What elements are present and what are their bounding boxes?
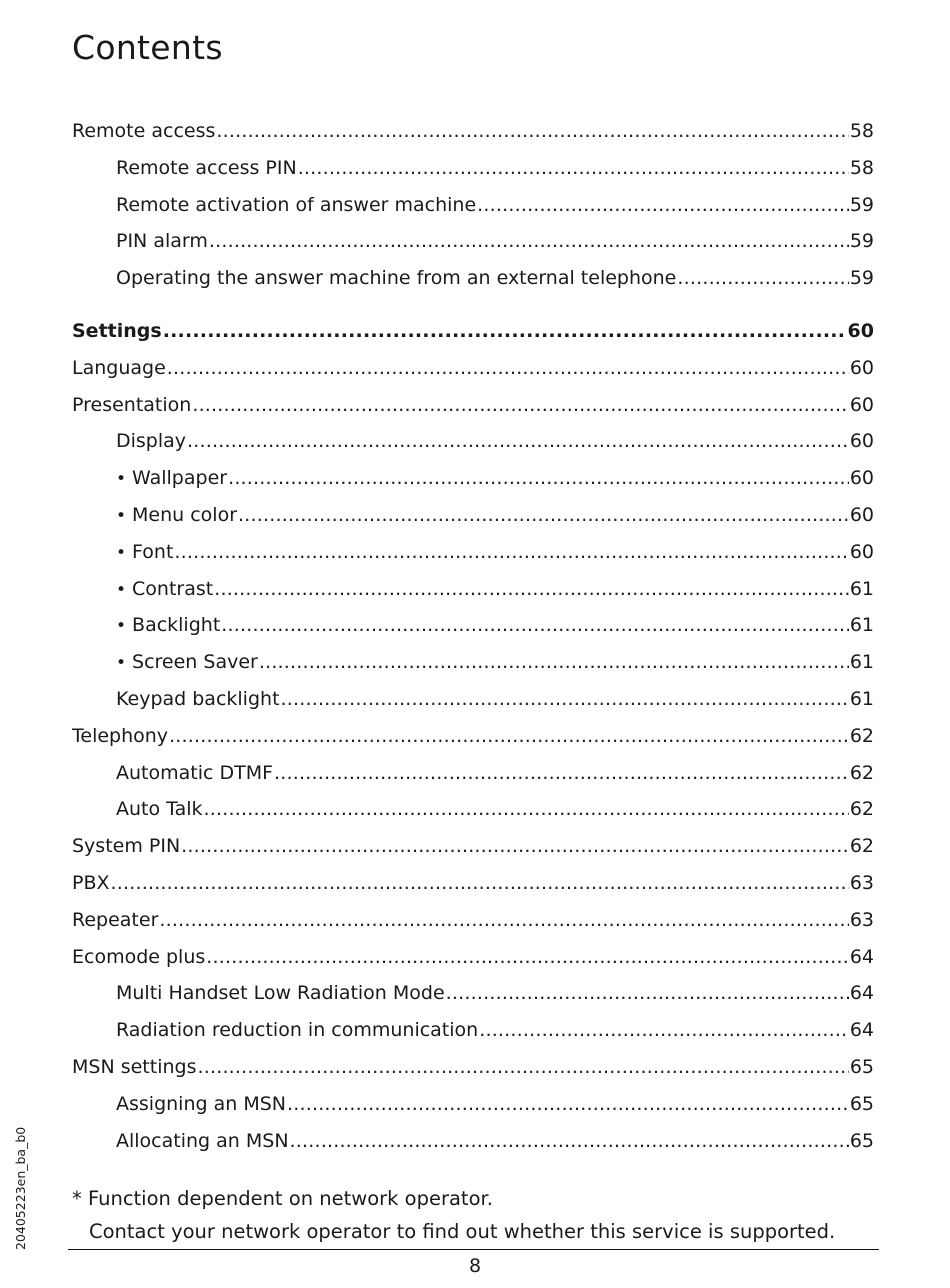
toc-entry[interactable] bbox=[72, 681, 874, 718]
dot-leader bbox=[259, 644, 849, 681]
dot-leader bbox=[181, 828, 849, 865]
toc-page-number: 63 bbox=[849, 908, 874, 931]
toc-page-number: 62 bbox=[849, 724, 874, 747]
toc-page-number: 60 bbox=[849, 393, 874, 416]
toc-entry-title: Automatic DTMF bbox=[116, 761, 274, 784]
toc-entry-title: PBX bbox=[72, 871, 110, 894]
toc-page-number: 60 bbox=[849, 540, 874, 563]
dot-leader bbox=[192, 387, 848, 424]
dot-leader bbox=[163, 313, 847, 350]
toc-entry-title: Multi Handset Low Radiation Mode bbox=[116, 982, 445, 1005]
toc-page-number: 63 bbox=[849, 871, 874, 894]
toc-entry-title: Ecomode plus bbox=[72, 945, 206, 968]
toc-page-number: 65 bbox=[849, 1055, 874, 1078]
toc-page-number: 60 bbox=[849, 430, 874, 453]
dot-leader bbox=[287, 1086, 849, 1123]
dot-leader bbox=[677, 260, 848, 297]
toc-page-number: 60 bbox=[849, 356, 874, 379]
dot-leader bbox=[204, 791, 849, 828]
dot-leader bbox=[477, 187, 849, 224]
toc-section-heading[interactable] bbox=[72, 313, 874, 350]
toc-entry-title: Keypad backlight bbox=[116, 687, 280, 710]
dot-leader bbox=[238, 497, 849, 534]
toc-page-number: 65 bbox=[849, 1129, 874, 1152]
toc-page-number: 64 bbox=[849, 982, 874, 1005]
toc-entry-title: Display bbox=[116, 430, 187, 453]
dot-leader bbox=[111, 865, 849, 902]
toc-entry-title: PIN alarm bbox=[116, 230, 208, 253]
toc-entry[interactable] bbox=[72, 1049, 874, 1086]
toc-entry-title: Presentation bbox=[72, 393, 192, 416]
footnote bbox=[72, 1182, 872, 1248]
toc-page-number: 58 bbox=[849, 156, 874, 179]
toc-entry-title: • Font bbox=[116, 534, 173, 572]
document-code: 20405223en_ba_b0 bbox=[13, 1126, 28, 1250]
toc-entry[interactable] bbox=[72, 423, 874, 460]
dot-leader bbox=[281, 681, 849, 718]
toc-page-number: 65 bbox=[849, 1092, 874, 1115]
toc-entry-title: • Menu color bbox=[116, 497, 237, 535]
toc-entry[interactable] bbox=[72, 387, 874, 424]
toc-page-number: 58 bbox=[849, 120, 874, 142]
dot-leader bbox=[221, 607, 849, 644]
toc-entry-title: Repeater bbox=[72, 908, 159, 931]
footnote-line: Contact your network operator to find out whether this service is supported. bbox=[89, 1220, 836, 1243]
dot-leader bbox=[446, 975, 849, 1012]
toc-entry-title: Telephony bbox=[72, 724, 169, 747]
toc-entry[interactable] bbox=[72, 113, 874, 150]
toc-page-number: 59 bbox=[849, 230, 874, 253]
dot-leader bbox=[214, 571, 849, 608]
toc-entry-title: Operating the answer machine from an external telephone bbox=[116, 267, 677, 290]
toc-page-number: 60 bbox=[847, 319, 874, 342]
toc-entry-title: • Screen Saver bbox=[116, 644, 258, 682]
toc-entry[interactable] bbox=[72, 939, 874, 976]
toc-entry-title: MSN settings bbox=[72, 1055, 197, 1078]
toc-bullet-entry[interactable] bbox=[72, 497, 874, 534]
toc-entry[interactable] bbox=[72, 1123, 874, 1160]
toc-bullet-entry[interactable] bbox=[72, 460, 874, 497]
toc-page-number: 62 bbox=[849, 835, 874, 858]
toc-entry[interactable] bbox=[72, 755, 874, 792]
page-title: Contents bbox=[72, 28, 223, 67]
toc-page-number: 61 bbox=[849, 651, 874, 674]
toc-entry[interactable] bbox=[72, 791, 874, 828]
toc-page-number: 61 bbox=[849, 577, 874, 600]
toc-entry-title: System PIN bbox=[72, 835, 181, 858]
dot-leader bbox=[274, 755, 849, 792]
toc-page-number: 62 bbox=[849, 798, 874, 821]
toc-entry[interactable] bbox=[72, 902, 874, 939]
toc-page-number: 59 bbox=[849, 267, 874, 290]
footer-rule bbox=[68, 1249, 879, 1250]
toc-entry[interactable] bbox=[72, 718, 874, 755]
dot-leader bbox=[159, 902, 848, 939]
toc-entry-title: Remote access bbox=[72, 120, 216, 142]
toc-entry[interactable] bbox=[72, 187, 874, 224]
dot-leader bbox=[187, 423, 849, 460]
toc-page-number: 61 bbox=[849, 614, 874, 637]
toc-entry-title: Remote access PIN bbox=[116, 156, 297, 179]
toc-page-number: 60 bbox=[849, 467, 874, 490]
dot-leader bbox=[228, 460, 849, 497]
toc-bullet-entry[interactable] bbox=[72, 607, 874, 644]
toc-entry[interactable] bbox=[72, 1012, 874, 1049]
toc-entry[interactable] bbox=[72, 350, 874, 387]
dot-leader bbox=[479, 1012, 849, 1049]
toc-entry[interactable] bbox=[72, 975, 874, 1012]
toc-entry-title: Language bbox=[72, 356, 166, 379]
toc-entry[interactable] bbox=[72, 260, 874, 297]
dot-leader bbox=[209, 223, 849, 260]
toc-entry-title: Remote activation of answer machine bbox=[116, 193, 477, 216]
toc-entry-title: • Wallpaper bbox=[116, 460, 227, 498]
table-of-contents bbox=[72, 113, 874, 1159]
dot-leader bbox=[298, 150, 849, 187]
toc-entry-title: Settings bbox=[72, 319, 162, 342]
toc-entry-title: Radiation reduction in communication bbox=[116, 1019, 479, 1042]
dot-leader bbox=[197, 1049, 848, 1086]
toc-bullet-entry[interactable] bbox=[72, 571, 874, 608]
dot-leader bbox=[167, 350, 849, 387]
toc-bullet-entry[interactable] bbox=[72, 534, 874, 571]
toc-page-number: 62 bbox=[849, 761, 874, 784]
toc-page-number: 64 bbox=[849, 1019, 874, 1042]
toc-entry[interactable] bbox=[72, 150, 874, 187]
toc-page-number: 59 bbox=[849, 193, 874, 216]
dot-leader bbox=[174, 534, 848, 571]
page-number: 8 bbox=[468, 1255, 482, 1277]
toc-page-number: 64 bbox=[849, 945, 874, 968]
footnote-line: * Function dependent on network operator. bbox=[72, 1187, 493, 1210]
dot-leader bbox=[290, 1123, 849, 1160]
toc-entry[interactable] bbox=[72, 865, 874, 902]
toc-entry-title: • Contrast bbox=[116, 571, 213, 609]
toc-bullet-entry[interactable] bbox=[72, 644, 874, 681]
dot-leader bbox=[206, 939, 849, 976]
toc-entry-title: Allocating an MSN bbox=[116, 1129, 289, 1152]
toc-page-number: 60 bbox=[849, 503, 874, 526]
toc-entry-title: Auto Talk bbox=[116, 798, 203, 821]
toc-entry-title: • Backlight bbox=[116, 607, 220, 645]
toc-entry-title: Assigning an MSN bbox=[116, 1092, 286, 1115]
toc-entry[interactable] bbox=[72, 223, 874, 260]
toc-page-number: 61 bbox=[849, 687, 874, 710]
dot-leader bbox=[216, 113, 848, 150]
dot-leader bbox=[169, 718, 849, 755]
toc-entry[interactable] bbox=[72, 828, 874, 865]
toc-entry[interactable] bbox=[72, 1086, 874, 1123]
